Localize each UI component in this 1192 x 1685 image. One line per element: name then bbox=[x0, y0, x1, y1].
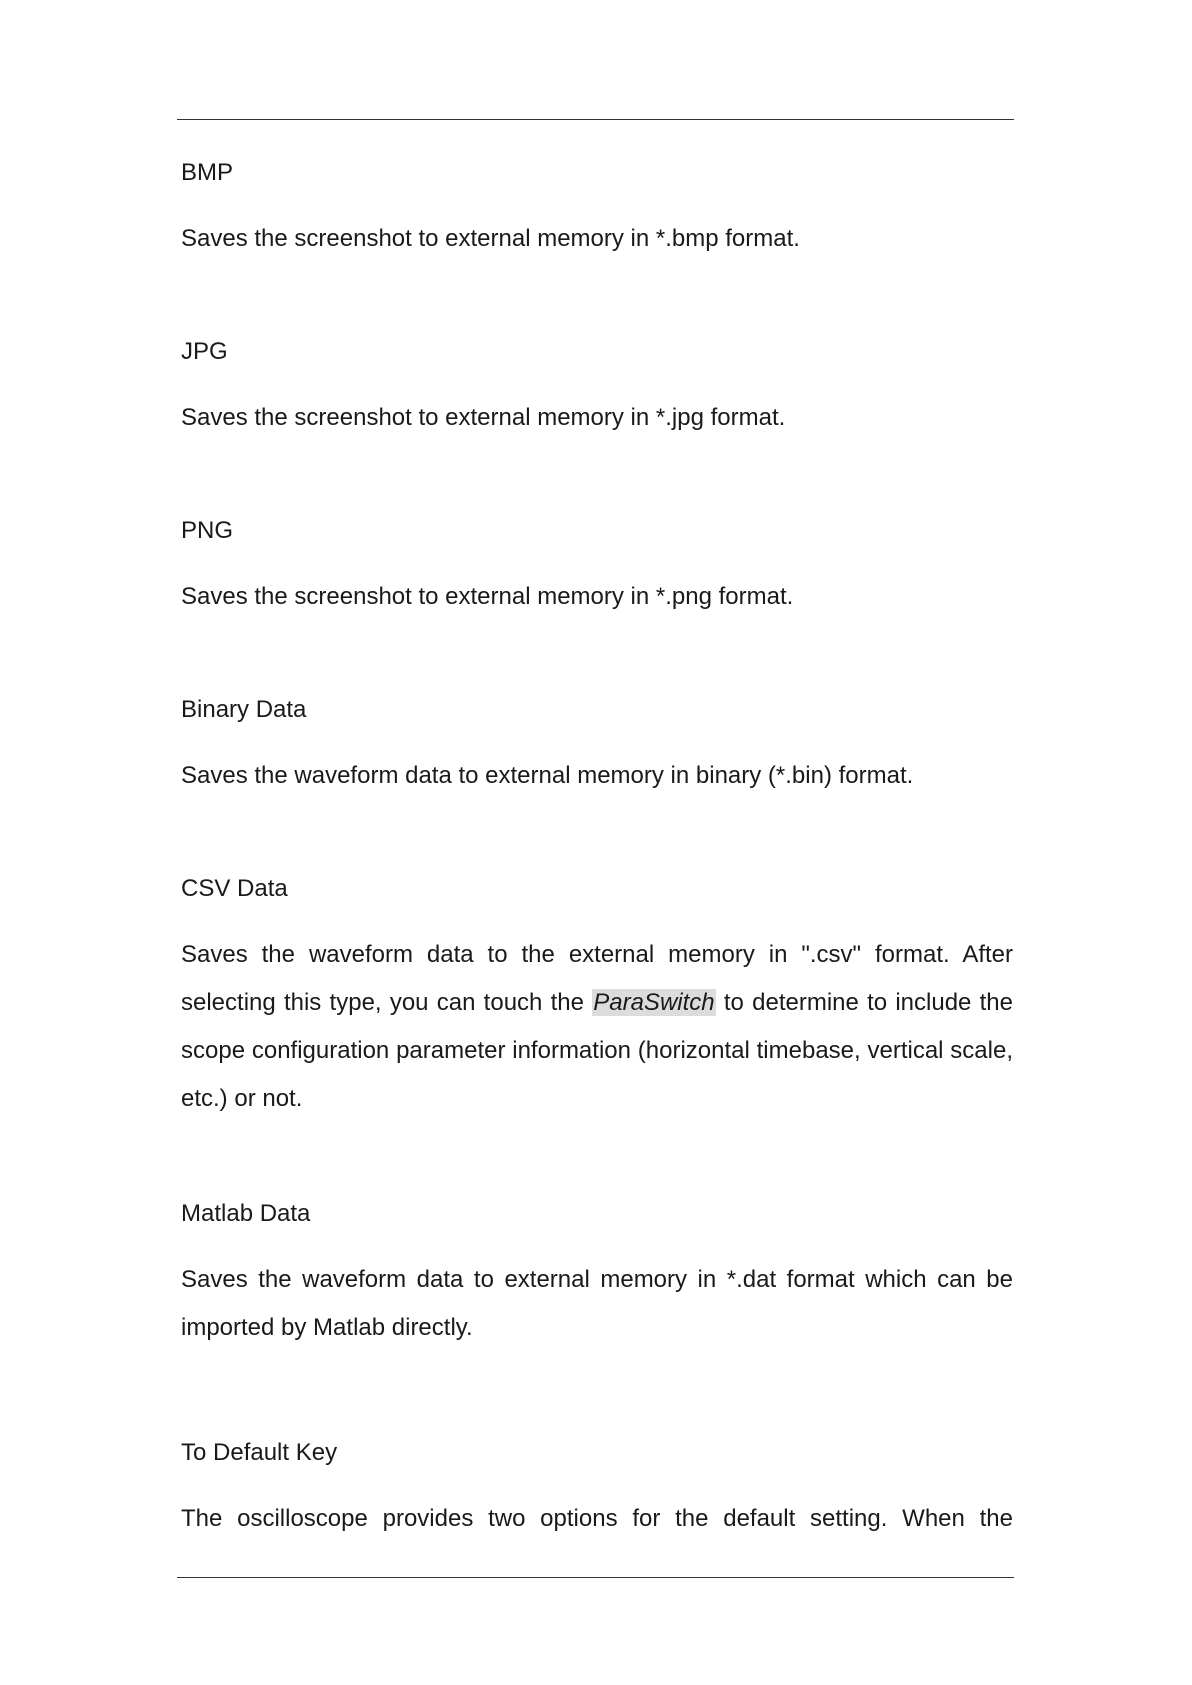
section-heading-binary-data: Binary Data bbox=[181, 696, 307, 723]
section-heading-jpg: JPG bbox=[181, 338, 228, 365]
section-csv-data bbox=[181, 871, 1013, 1123]
section-heading-to-default-key: To Default Key bbox=[181, 1439, 338, 1466]
paraswitch-keyword: ParaSwitch bbox=[593, 989, 715, 1016]
section-heading-png: PNG bbox=[181, 517, 234, 544]
csv-body-text-before: Saves the waveform data to the external memory in ".csv" format. After selecting this type, you can touch the bbox=[181, 941, 1013, 1016]
section-binary-data bbox=[181, 692, 1013, 800]
section-heading-csv-data: CSV Data bbox=[181, 875, 288, 902]
section-body-to-default-key: The oscilloscope provides two options for the default setting. When the bbox=[181, 1505, 1013, 1532]
footer-rule bbox=[177, 1577, 1014, 1578]
section-body-matlab-data: Saves the waveform data to external memory in *.dat format which can be imported by Matlab directly. bbox=[181, 1266, 1013, 1341]
section-body-bmp: Saves the screenshot to external memory in *.bmp format. bbox=[181, 225, 800, 252]
section-body-jpg: Saves the screenshot to external memory in *.jpg format. bbox=[181, 404, 786, 431]
document-content bbox=[181, 155, 1013, 1618]
section-body-csv-data bbox=[181, 931, 1013, 1123]
csv-body-text-after: to determine to include the scope configuration parameter information (horizontal timebase, vertical scale, etc.) or not. bbox=[181, 989, 1013, 1112]
section-body-binary-data: Saves the waveform data to external memory in binary (*.bin) format. bbox=[181, 762, 914, 789]
section-heading-bmp: BMP bbox=[181, 159, 234, 186]
section-bmp bbox=[181, 155, 1013, 263]
header-rule bbox=[177, 119, 1014, 120]
section-matlab-data bbox=[181, 1196, 1013, 1352]
section-heading-matlab-data: Matlab Data bbox=[181, 1200, 311, 1227]
section-png bbox=[181, 513, 1013, 621]
section-body-png: Saves the screenshot to external memory in *.png format. bbox=[181, 583, 794, 610]
section-to-default-key bbox=[181, 1435, 1013, 1543]
section-jpg bbox=[181, 334, 1013, 442]
